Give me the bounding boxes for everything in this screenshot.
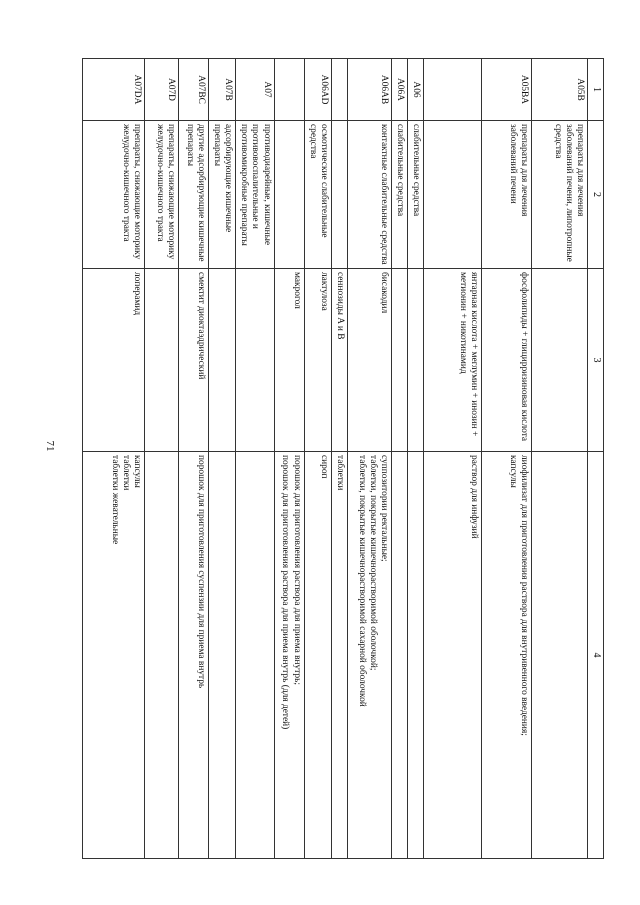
drug-name-cell: лоперамид xyxy=(83,269,145,452)
dosage-forms-cell xyxy=(391,452,407,859)
dosage-forms-cell xyxy=(209,452,236,859)
dosage-form-line: сироп xyxy=(318,455,329,479)
group-name-cell: противодиарейные, кишечные противовоспалительные и противомикробные препараты xyxy=(236,121,274,269)
dosage-form-line: раствор для инфузий xyxy=(469,455,479,539)
dosage-forms-cell xyxy=(236,452,274,859)
dosage-form-line: таблетки xyxy=(120,455,131,491)
dosage-form-line: таблетки, покрытые кишечнорастворимой оболочкой; xyxy=(367,455,378,671)
dosage-form-line: таблетки жевательные xyxy=(109,455,120,545)
atc-code-cell: A06A xyxy=(391,59,407,121)
atc-code-cell: A06AD xyxy=(304,59,331,121)
table-row xyxy=(407,59,423,859)
dosage-forms-cell xyxy=(347,452,391,859)
dosage-forms-cell xyxy=(407,452,423,859)
atc-code-cell: A07B xyxy=(209,59,236,121)
atc-code-cell: A07BC xyxy=(179,59,209,121)
page-number: 71 xyxy=(44,440,56,452)
atc-code-cell: A07 xyxy=(236,59,274,121)
table-row xyxy=(179,59,209,859)
atc-code-cell: A07DA xyxy=(83,59,145,121)
atc-code-cell: A07D xyxy=(145,59,179,121)
group-name-cell xyxy=(274,121,304,269)
drug-name-cell: лактулоза xyxy=(304,269,331,452)
group-name-cell: другие адсорбирующие кишечные препараты xyxy=(179,121,209,269)
table-row xyxy=(83,59,145,859)
dosage-forms-cell xyxy=(331,452,347,859)
dosage-forms-cell xyxy=(304,452,331,859)
dosage-form-line: порошок для приготовления раствора для приема внутрь; xyxy=(291,455,302,685)
atc-code-cell: A05BA xyxy=(482,59,532,121)
group-name-cell: препараты, снижающие моторику желудочно-кишечного тракта xyxy=(83,121,145,269)
drug-classification-table xyxy=(82,58,604,859)
dosage-forms-cell xyxy=(179,452,209,859)
rotated-table-container xyxy=(86,58,604,858)
dosage-forms-cell xyxy=(482,452,532,859)
dosage-form-line: капсулы xyxy=(507,455,518,488)
group-name-cell: адсорбирующие кишечные препараты xyxy=(209,121,236,269)
drug-name-cell: сеннозиды A и B xyxy=(331,269,347,452)
drug-name-cell xyxy=(407,269,423,452)
dosage-form-line: порошок для приготовления раствора для приема внутрь (для детей) xyxy=(280,455,291,730)
group-name-cell: препараты для лечения заболеваний печени xyxy=(482,121,532,269)
dosage-forms-cell xyxy=(424,452,482,859)
table-row xyxy=(482,59,532,859)
header-cell: 4 xyxy=(588,452,604,859)
drug-name-cell: смектит диоктаэдрический xyxy=(179,269,209,452)
dosage-form-line: таблетки xyxy=(334,455,345,491)
header-cell: 2 xyxy=(588,121,604,269)
table-row xyxy=(209,59,236,859)
dosage-form-line: порошок для приготовления суспензии для приема внутрь xyxy=(196,455,207,689)
drug-name-cell: янтарная кислота + меглумин + инозин + метионин + никотинамид xyxy=(424,269,482,452)
table-row xyxy=(391,59,407,859)
dosage-form-line: капсулы xyxy=(132,455,143,488)
table-row xyxy=(532,59,588,859)
drug-name-cell xyxy=(532,269,588,452)
atc-code-cell xyxy=(331,59,347,121)
group-name-cell: слабительные средства xyxy=(391,121,407,269)
group-name-cell: препараты, снижающие моторику желудочно-кишечного тракта xyxy=(145,121,179,269)
table-row xyxy=(331,59,347,859)
dosage-form-line: лиофилизат для приготовления раствора для внутривенного введения; xyxy=(519,455,529,736)
group-name-cell xyxy=(331,121,347,269)
dosage-forms-cell xyxy=(145,452,179,859)
table-row xyxy=(424,59,482,859)
atc-code-cell: A05B xyxy=(532,59,588,121)
group-name-cell: осмотические слабительные средства xyxy=(304,121,331,269)
dosage-forms-cell xyxy=(532,452,588,859)
table-row xyxy=(236,59,274,859)
dosage-forms-cell xyxy=(83,452,145,859)
table-row xyxy=(145,59,179,859)
group-name-cell: препараты для лечения заболеваний печени, липотропные средства xyxy=(532,121,588,269)
dosage-forms-cell xyxy=(274,452,304,859)
drug-name-cell xyxy=(145,269,179,452)
table-row xyxy=(347,59,391,859)
atc-code-cell xyxy=(424,59,482,121)
drug-name-cell xyxy=(391,269,407,452)
header-cell: 1 xyxy=(588,59,604,121)
dosage-form-line: таблетки, покрытые кишечнорастворимой сахарной оболочкой xyxy=(356,455,367,707)
dosage-form-line: суппозитории ректальные; xyxy=(378,455,389,562)
drug-name-cell xyxy=(236,269,274,452)
drug-name-cell xyxy=(209,269,236,452)
drug-name-cell: фосфолипиды + глицирризиновая кислота xyxy=(482,269,532,452)
group-name-cell: слабительные средства xyxy=(407,121,423,269)
header-cell: 3 xyxy=(588,269,604,452)
table-row xyxy=(274,59,304,859)
atc-code-cell: A06 xyxy=(407,59,423,121)
drug-name-cell: макрогол xyxy=(274,269,304,452)
drug-name-cell: бисакодил xyxy=(347,269,391,452)
atc-code-cell: A06AB xyxy=(347,59,391,121)
header-row xyxy=(588,59,604,859)
atc-code-cell xyxy=(274,59,304,121)
group-name-cell: контактные слабительные средства xyxy=(347,121,391,269)
table-row xyxy=(304,59,331,859)
group-name-cell xyxy=(424,121,482,269)
